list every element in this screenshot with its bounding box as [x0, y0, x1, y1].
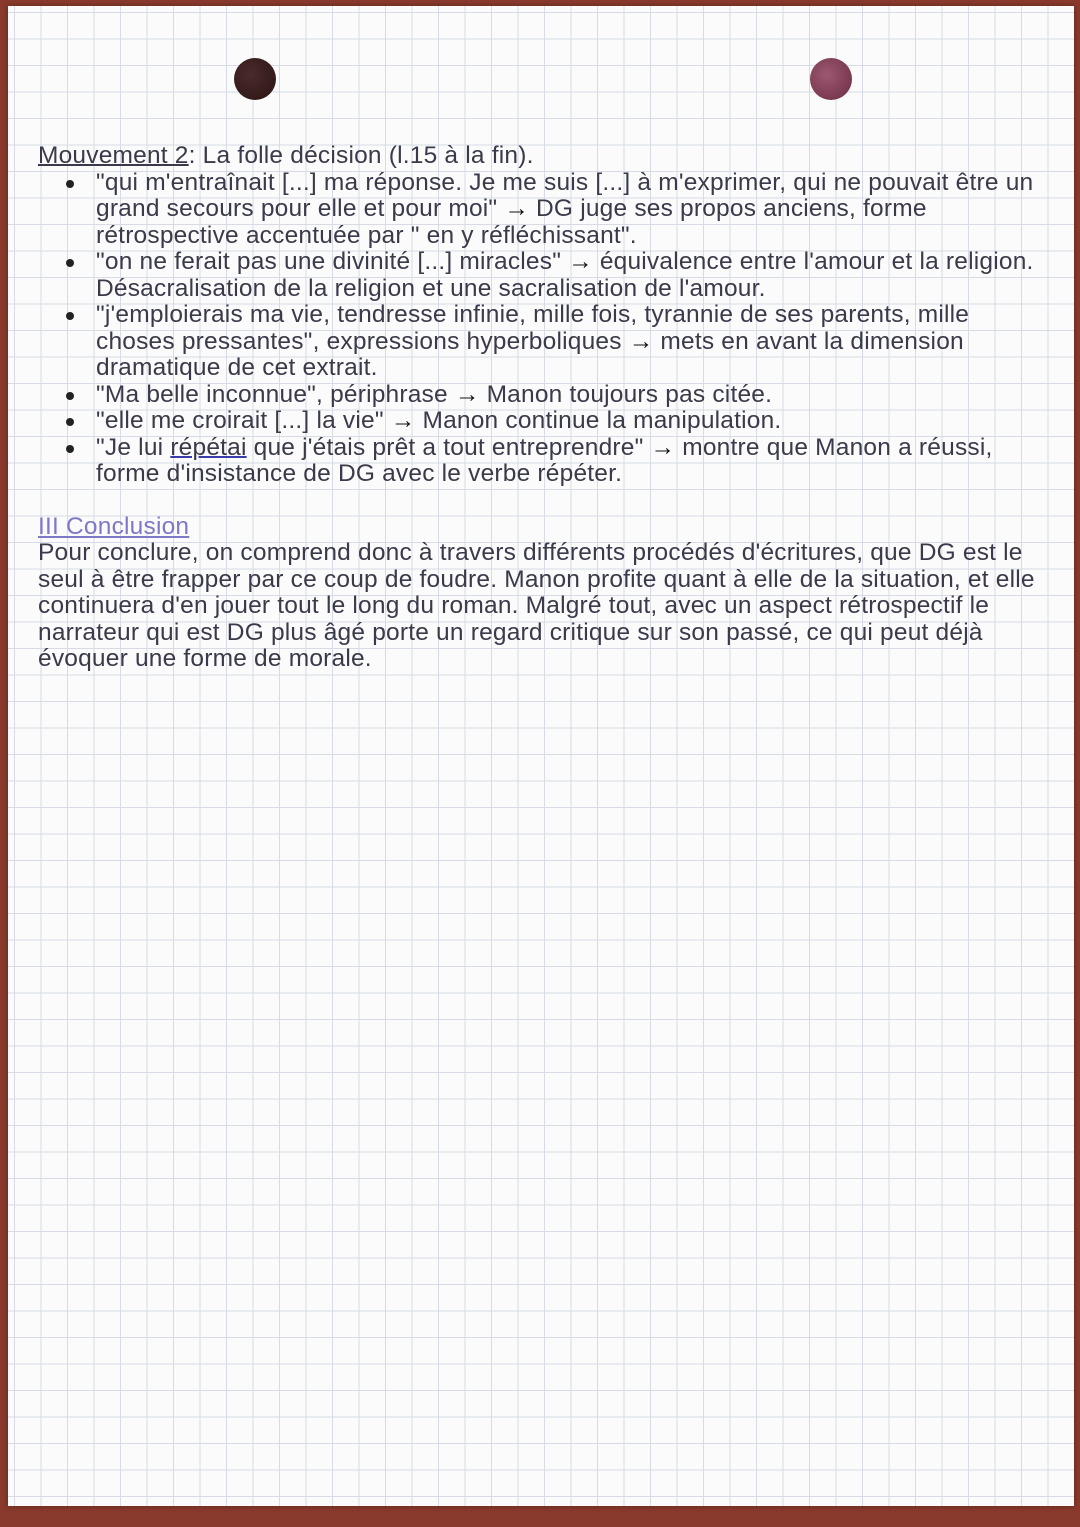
notebook-page: [8, 6, 1074, 1506]
comment-text: mets en avant la dimension dramatique de cet extrait.: [96, 327, 964, 381]
section-heading-title: : La folle décision (l.15 à la fin).: [188, 142, 534, 169]
arrow-icon: →: [621, 327, 661, 355]
arrow-icon: →: [447, 380, 487, 408]
quote-text: "Je lui: [96, 433, 171, 461]
conclusion-paragraph: Pour conclure, on comprend donc à travers différents procédés d'écritures, que DG est le seul à être frapper par ce coup de foudre. Manon profite quant à elle de la situation, et elle continuera d'en jouer tout le long du roman. Malgré tout, avec un aspect rétrospectif le narrateur qui est DG plus âgé porte un regard critique sur son passé, ce qui peut déjà évoquer une forme de morale.: [38, 539, 1035, 672]
quote-text: "qui m'entraînait [...] ma réponse. Je me suis [...] à m'exprimer, qui ne pouvait être un grand secours pour elle et pour moi": [96, 168, 1034, 222]
underlined-word: répétai: [170, 433, 247, 461]
list-item: [96, 382, 1048, 409]
section-heading-label: Mouvement 2: [38, 142, 189, 169]
list-item: [96, 249, 1048, 302]
arrow-icon: →: [643, 433, 683, 461]
arrow-icon: →: [561, 248, 600, 275]
quote-text: "elle me croirait [...] la vie": [96, 407, 384, 434]
list-item: [96, 435, 1048, 488]
list-item: [96, 170, 1048, 250]
binder-hole-left: [234, 58, 276, 100]
conclusion-heading: III Conclusion: [38, 512, 190, 540]
notes-content: [38, 143, 1048, 673]
section-heading: [38, 143, 1048, 170]
quote-text: "Ma belle inconnue", périphrase: [96, 380, 448, 408]
comment-text: DG juge ses propos anciens, forme rétrospective accentuée par " en y réfléchissant".: [96, 195, 927, 249]
conclusion-section: [38, 514, 1048, 673]
comment-text: Manon continue la manipulation.: [422, 407, 782, 434]
quote-text: "on ne ferait pas une divinité [...] miracles": [96, 248, 562, 275]
analysis-list: [38, 170, 1048, 488]
arrow-icon: →: [383, 407, 423, 434]
list-item: [96, 302, 1048, 382]
comment-text: montre que Manon a réussi, forme d'insistance de DG avec le verbe répéter.: [96, 433, 993, 487]
quote-text-end: que j'étais prêt a tout entreprendre": [246, 433, 644, 461]
comment-text: Manon toujours pas citée.: [486, 380, 773, 408]
quote-text: "j'emploierais ma vie, tendresse infinie, mille fois, tyrannie de ses parents, mille choses pressantes", expressions hyperboliques: [96, 301, 970, 355]
list-item: [96, 408, 1048, 435]
comment-text: équivalence entre l'amour et la religion. Désacralisation de la religion et une sacralisation de l'amour.: [96, 248, 1034, 302]
binder-hole-right: [810, 58, 852, 100]
arrow-icon: →: [497, 195, 537, 222]
